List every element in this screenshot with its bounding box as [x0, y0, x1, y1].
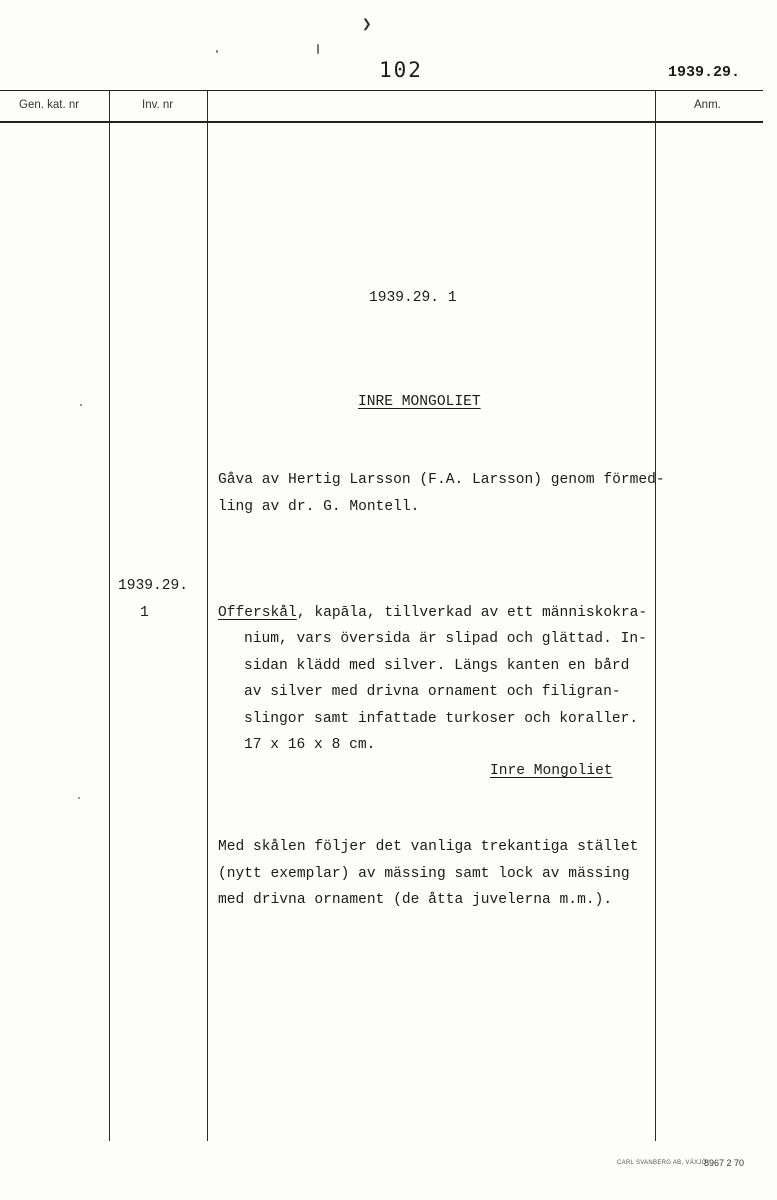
column-divider-anm: [655, 91, 656, 1141]
description-first-line: [218, 600, 647, 627]
description-line: av silver med drivna ornament och filigran-: [244, 684, 621, 700]
column-divider-inv: [207, 91, 208, 1141]
note-line: (nytt exemplar) av mässing samt lock av mässing: [218, 865, 630, 882]
archive-mark-icon: ❯: [362, 16, 372, 34]
region-heading: INRE MONGOLIET: [358, 394, 481, 410]
collection-number: 1939.29. 1: [369, 290, 457, 306]
column-header-anm: Anm.: [694, 99, 721, 111]
speck: [216, 50, 218, 53]
inv-number: 1939.29.: [118, 578, 189, 594]
header-bottom-rule: [0, 121, 763, 123]
page-number: 102: [379, 58, 423, 82]
column-divider-gen: [109, 91, 110, 1141]
donation-line: Gåva av Hertig Larsson (F.A. Larsson) genom förmed-: [218, 472, 665, 488]
speck: [317, 44, 319, 54]
note-line: med drivna ornament (de åtta juvelerna m.m.).: [218, 892, 613, 908]
description-line: 17 x 16 x 8 cm.: [244, 737, 376, 753]
description-first-rest: , kapāla, tillverkad av ett människokra-: [296, 605, 648, 621]
accession-number: 1939.29.: [668, 64, 741, 81]
column-header-inv-nr: Inv. nr: [142, 99, 174, 111]
speck: [80, 404, 82, 406]
column-header-gen-kat-nr: Gen. kat. nr: [19, 99, 80, 111]
description-line: nium, vars översida är slipad och glättad. In-: [244, 631, 647, 647]
object-name: Offerskål: [218, 605, 297, 621]
provenance: Inre Mongoliet: [490, 763, 613, 779]
speck: [78, 797, 80, 799]
donation-line: ling av dr. G. Montell.: [218, 498, 420, 515]
inv-number-item: 1: [140, 605, 149, 621]
note-line: Med skålen följer det vanliga trekantiga stället: [218, 839, 639, 855]
printer-imprint: CARL SVANBERG AB, VÄXJÖ: [617, 1160, 707, 1166]
description-line: sidan klädd med silver. Längs kanten en bård: [244, 657, 630, 674]
form-code: 8967 2 70: [704, 1158, 745, 1168]
description-paragraph: [244, 626, 647, 759]
description-line: slingor samt infattade turkoser och koraller.: [244, 710, 639, 727]
donation-paragraph: [218, 467, 665, 520]
header-top-rule: [0, 90, 763, 91]
note-paragraph: [218, 834, 638, 914]
